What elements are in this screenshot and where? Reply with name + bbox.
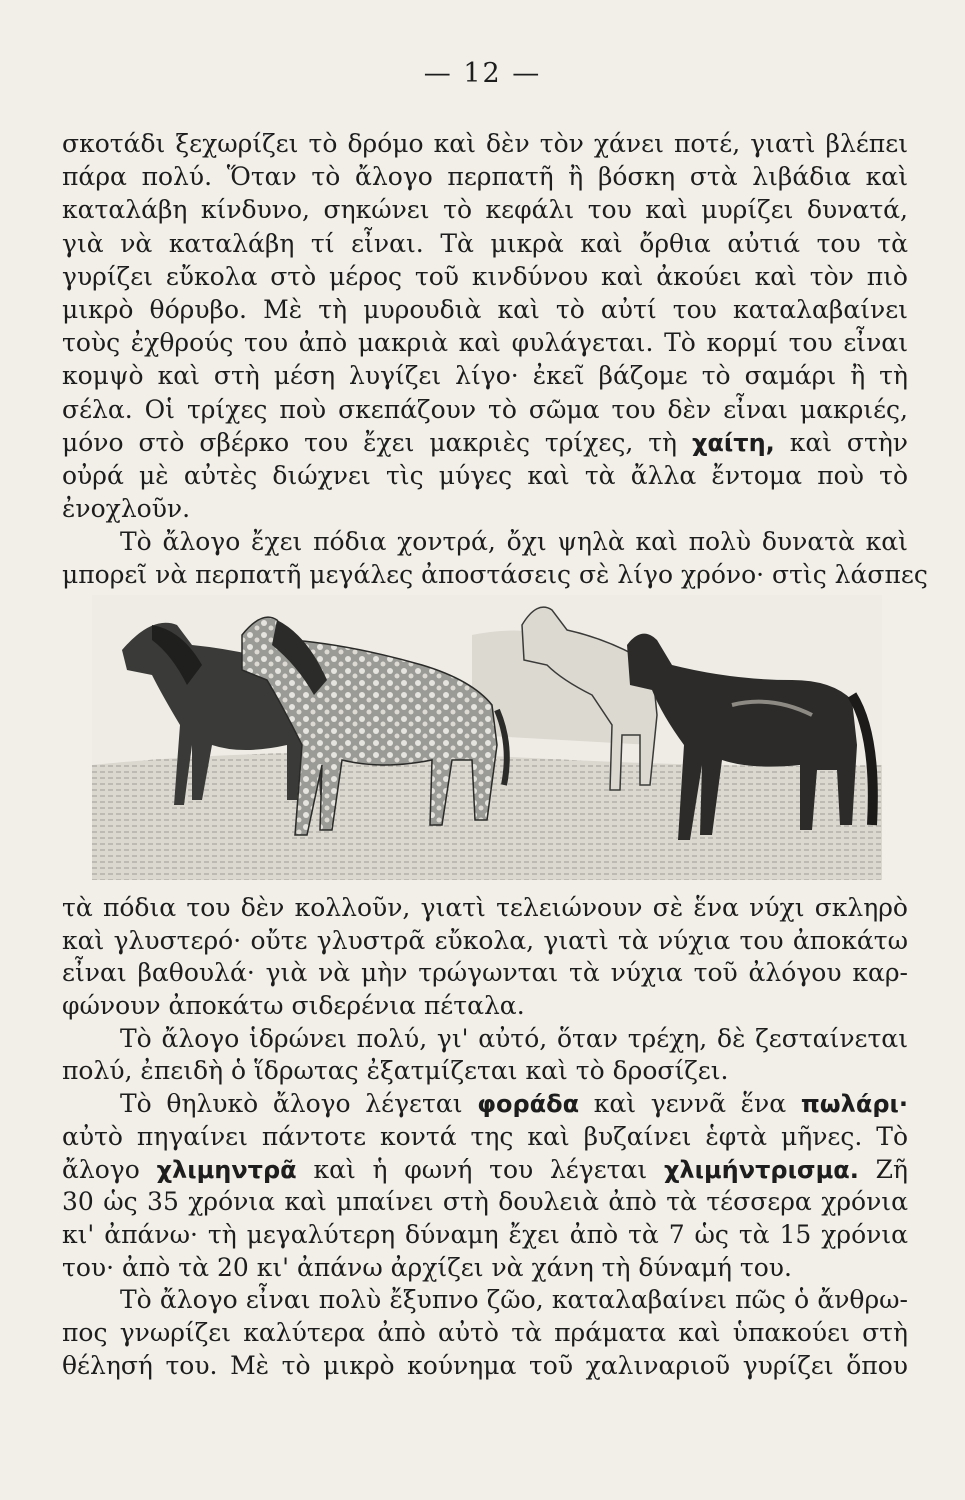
text-line: γυρίζει εὔκολα στὸ μέρος τοῦ κινδύνου καὶ ἀκούει καὶ τὸν πιὸ	[62, 261, 908, 291]
text-line-with-emphasis	[62, 426, 908, 459]
text-fragment: καὶ γεννᾶ ἕνα	[593, 1089, 787, 1119]
text-fragment: Ζῆ	[875, 1154, 909, 1184]
text-line: Τὸ ἄλογο εἶναι πολὺ ἔξυπνο ζῶο, καταλαβαίνει πῶς ὁ ἄνθρω-	[120, 1285, 908, 1315]
text-block-top	[62, 127, 928, 592]
text-line: μικρὸ θόρυβο. Μὲ τὴ μυρουδιὰ καὶ τὸ αὐτί του καταλαβαίνει	[62, 294, 908, 324]
text-block-bottom	[62, 892, 908, 1382]
emphasized-term: πωλάρι·	[800, 1090, 908, 1119]
text-line: του· ἀπὸ τὰ 20 κι' ἀπάνω ἀρχίζει νὰ χάνη τὴ δύναμή του.	[62, 1252, 792, 1282]
text-line: αὐτὸ πηγαίνει πάντοτε κοντά της καὶ βυζαίνει ἑφτὰ μῆνες. Τὸ	[62, 1121, 908, 1151]
text-line: Τὸ ἄλογο ἱδρώνει πολύ, γι' αὐτό, ὅταν τρέχη, δὲ ζεσταίνεται	[120, 1023, 908, 1053]
text-line-with-emphasis	[62, 1088, 908, 1121]
text-line: μπορεῖ νὰ περπατῆ μεγάλες ἀποστάσεις σὲ λίγο χρόνο· στὶς λάσπες	[62, 560, 928, 590]
text-line: τὰ πόδια του δὲν κολλοῦν, γιατὶ τελειώνουν σὲ ἕνα νύχι σκληρὸ	[62, 893, 908, 922]
text-line: ἐνοχλοῦν.	[62, 494, 191, 524]
text-fragment: μόνο στὸ σβέρκο του ἔχει μακριὲς τρίχες, τὴ	[62, 427, 678, 457]
text-line: γιὰ νὰ καταλάβη τί εἶναι. Τὰ μικρὰ καὶ ὄρθια αὐτιά του τὰ	[62, 228, 908, 258]
text-line-with-emphasis	[62, 1154, 908, 1187]
text-fragment: ἄλογο	[62, 1154, 140, 1184]
text-line: κι' ἀπάνω· τὴ μεγαλύτερη δύναμη ἔχει ἀπὸ τὰ 7 ὡς τὰ 15 χρόνια	[62, 1219, 908, 1249]
emphasized-term: χλιμηντρᾶ	[156, 1155, 297, 1184]
text-line: Τὸ ἄλογο ἔχει πόδια χοντρά, ὄχι ψηλὰ καὶ πολὺ δυνατὰ καὶ	[120, 527, 908, 557]
text-line: καταλάβη κίνδυνο, σηκώνει τὸ κεφάλι του καὶ μυρίζει δυνατά,	[62, 195, 908, 225]
text-line: σέλα. Οἱ τρίχες ποὺ σκεπάζουν τὸ σῶμα του δὲν εἶναι μακριές,	[62, 394, 908, 424]
text-line: τοὺς ἐχθρούς του ἀπὸ μακριὰ καὶ φυλάγεται. Τὸ κορμί του εἶναι	[62, 328, 908, 358]
emphasized-term: χαίτη,	[691, 428, 775, 457]
text-line: πάρα πολύ. Ὅταν τὸ ἄλογο περπατῆ ἢ βόσκη στὰ λιβάδια καὶ	[62, 162, 908, 192]
page-number: — 12 —	[423, 58, 542, 89]
text-line: οὐρά μὲ αὐτὲς διώχνει τὶς μύγες καὶ τὰ ἄλλα ἔντομα ποὺ τὸ	[62, 460, 908, 490]
emphasized-term: φοράδα	[477, 1090, 580, 1119]
text-line: 30 ὡς 35 χρόνια καὶ μπαίνει στὴ δουλειὰ ἀπὸ τὰ τέσσερα χρόνια	[62, 1187, 908, 1217]
text-line: θέλησή του. Μὲ τὸ μικρὸ κούνημα τοῦ χαλιναριοῦ γυρίζει ὅπου	[62, 1350, 908, 1380]
text-line: πολύ, ἐπειδὴ ὁ ἵδρωτας ἐξατμίζεται καὶ τὸ δροσίζει.	[62, 1056, 729, 1086]
text-fragment: καὶ ἡ φωνή του λέγεται	[313, 1154, 648, 1184]
text-line: σκοτάδι ξεχωρίζει τὸ δρόμο καὶ δὲν τὸν χάνει ποτέ, γιατὶ βλέπει	[62, 129, 908, 158]
text-line: εἶναι βαθουλά· γιὰ νὰ μὴν τρώγωνται τὰ νύχια τοῦ ἀλόγου καρ-	[62, 958, 908, 988]
text-line: καὶ γλυστερό· οὔτε γλυστρᾶ εὔκολα, γιατὶ τὰ νύχια του ἀποκάτω	[62, 925, 908, 955]
text-line: κομψὸ καὶ στὴ μέση λυγίζει λίγο· ἐκεῖ βάζομε τὸ σαμάρι ἢ τὴ	[62, 361, 908, 391]
horses-illustration	[92, 595, 882, 880]
text-line: πος γνωρίζει καλύτερα ἀπὸ αὐτὸ τὰ πράματα καὶ ὑπακούει στὴ	[62, 1317, 908, 1347]
text-fragment: καὶ στὴν	[789, 427, 908, 457]
emphasized-term: χλιμήντρισμα.	[663, 1155, 859, 1184]
text-fragment: Τὸ θηλυκὸ ἄλογο λέγεται	[120, 1089, 463, 1119]
text-line: φώνουν ἀποκάτω σιδερένια πέταλα.	[62, 991, 525, 1021]
